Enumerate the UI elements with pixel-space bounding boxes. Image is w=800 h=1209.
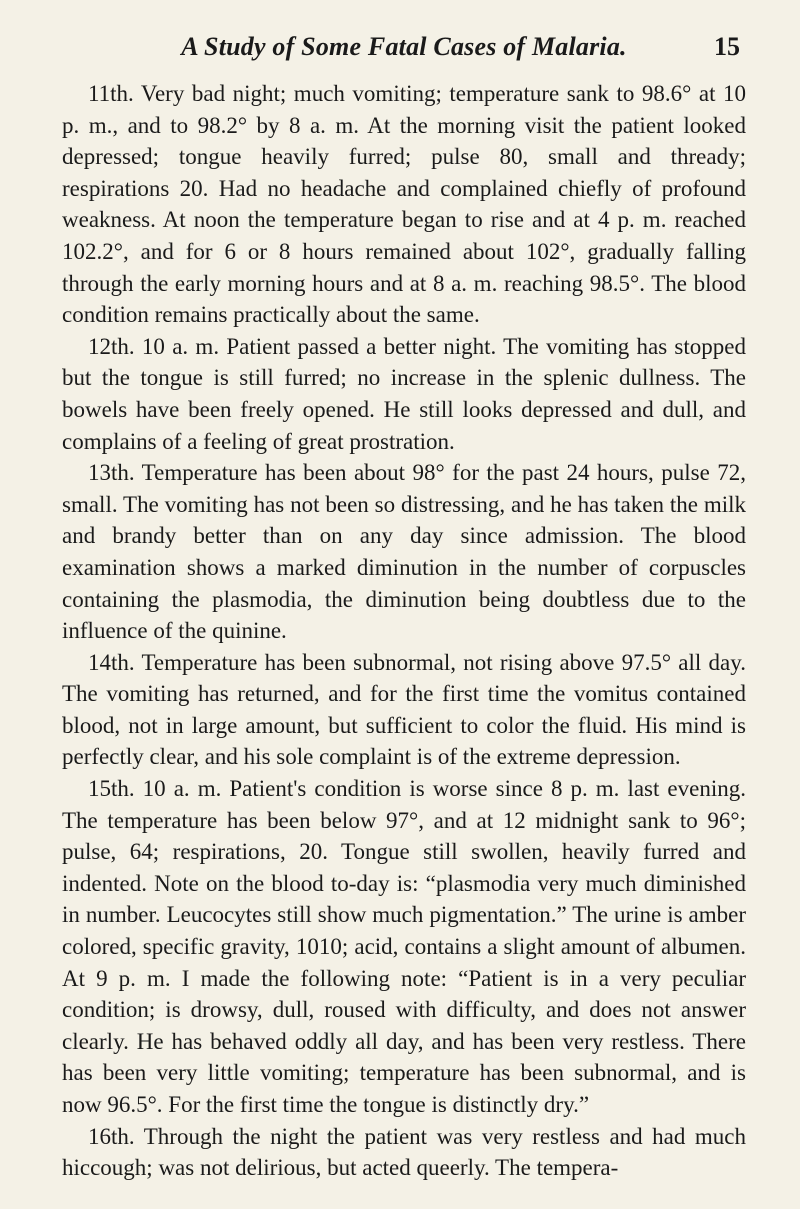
running-title: A Study of Some Fatal Cases of Malaria.: [181, 32, 627, 61]
paragraph-11th: 11th. Very bad night; much vomiting; temperature sank to 98.6° at 10 p. m., and to 98.2° by 8 a. m. At the morning visit the patient looked depressed; tongue heavily furred; pulse 80, small and thready; respirations 20. Had no headache and complained chiefly of profound weakness. At noon the temperature began to rise and at 4 p. m. reached 102.2°, and for 6 or 8 hours remained about 102°, gradually falling through the early morning hours and at 8 a. m. reaching 98.5°. The blood condition remains practically about the same.: [62, 81, 746, 328]
body-text: [62, 78, 746, 1184]
page-number: 15: [714, 32, 740, 61]
paragraph-15th: 15th. 10 a. m. Patient's condition is worse since 8 p. m. last evening. The temperature has been below 97°, and at 12 midnight sank to 96°; pulse, 64; respirations, 20. Tongue still swollen, heavily furred and indented. Note on the blood to-day is: “plasmodia very much diminished in number. Leucocytes still show much pigmentation.” The urine is amber colored, specific gravity, 1010; acid, contains a slight amount of albumen. At 9 p. m. I made the following note: “Patient is in a very peculiar condition; is drowsy, dull, roused with difficulty, and does not answer clearly. He has behaved oddly all day, and has been very restless. There has been very little vomiting; temperature has been subnormal, and is now 96.5°. For the first time the tongue is distinctly dry.”: [62, 776, 746, 1117]
paragraph-12th: 12th. 10 a. m. Patient passed a better night. The vomiting has stopped but the tongue is still furred; no increase in the splenic dullness. The bowels have been freely opened. He still looks depressed and dull, and complains of a feeling of great prostration.: [62, 333, 746, 454]
paragraph-13th: 13th. Temperature has been about 98° for the past 24 hours, pulse 72, small. The vomiting has not been so distressing, and he has taken the milk and brandy better than on any day since admission. The blood examination shows a marked diminution in the number of corpuscles containing the plasmodia, the diminution being doubtless due to the influence of the quinine.: [62, 460, 746, 644]
paragraph-14th: 14th. Temperature has been subnormal, not rising above 97.5° all day. The vomiting has returned, and for the first time the vomitus contained blood, not in large amount, but sufficient to color the fluid. His mind is perfectly clear, and his sole complaint is of the extreme depression.: [62, 649, 746, 770]
paragraph-16th: 16th. Through the night the patient was very restless and had much hiccough; was not delirious, but acted queerly. The tempera-: [62, 1123, 746, 1181]
page-header: [62, 32, 746, 78]
